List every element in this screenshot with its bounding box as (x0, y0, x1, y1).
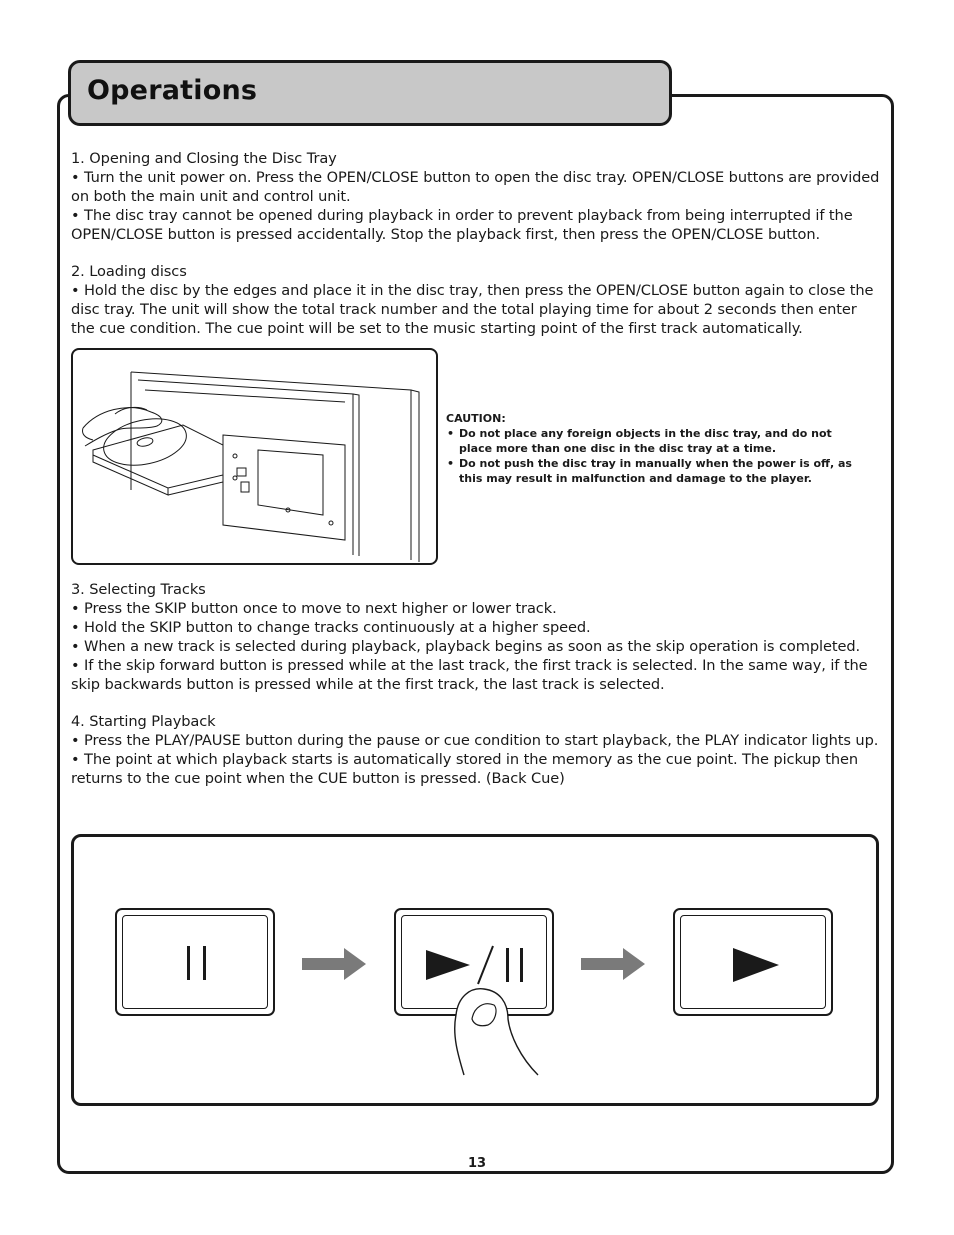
bullet-loading-1: • Hold the disc by the edges and place it in the disc tray, then press the OPEN/CLOSE button again to close the disc tray. The unit will show the total track number and the total playing time for about 2 seconds then enter the cue condition. The cue point will be set to the music starting point of the first track automatically. (71, 282, 874, 338)
sections-3-4 (71, 581, 881, 789)
page-number: 13 (467, 1156, 487, 1171)
pause-icon (117, 910, 277, 1018)
section-title-starting: 4. Starting Playback (71, 713, 216, 731)
caution-note (446, 411, 866, 486)
title-tab (68, 60, 672, 126)
page-title: Operations (87, 75, 258, 106)
caution-list (446, 426, 866, 486)
bullet-starting-2: • The point at which playback starts is automatically stored in the memory as the cue point. The pickup then returns to the cue point when the CUE button is pressed. (Back Cue) (71, 751, 859, 788)
pause-key (115, 908, 275, 1016)
cd-player-drawing (73, 350, 436, 563)
finger-icon (440, 975, 550, 1080)
bullet-selecting-2: • Hold the SKIP button to change tracks continuously at a higher speed. (71, 618, 591, 636)
section-title-opening: 1. Opening and Closing the Disc Tray (71, 150, 337, 167)
bullet-starting-1: • Press the PLAY/PAUSE button during the pause or cue condition to start playback, the PLAY indicator lights up. (71, 732, 879, 750)
bullet-selecting-4: • If the skip forward button is pressed while at the last track, the first track is selected. In the same way, if the skip backwards button is pressed while at the first track, the last track is selected. (71, 656, 868, 693)
bullet-selecting-3: • When a new track is selected during playback, playback begins as soon as the skip operation is completed. (71, 637, 861, 655)
bullet-opening-2: • The disc tray cannot be opened during playback in order to prevent playback from being interrupted if the OPEN/CLOSE button is pressed accidentally. Stop the playback first, then press the OPEN/CLOSE button. (71, 206, 853, 243)
caution-heading: CAUTION: (446, 412, 506, 425)
caution-item: • Do not place any foreign objects in the disc tray, and do not place more than one disc in the disc tray at a time. (446, 426, 866, 456)
bullet-opening-1: • Turn the unit power on. Press the OPEN/CLOSE button to open the disc tray. OPEN/CLOSE buttons are provided on both the main unit and control unit. (71, 168, 880, 205)
section-title-selecting: 3. Selecting Tracks (71, 581, 206, 598)
disc-loading-illustration (71, 348, 438, 565)
play-icon (675, 910, 835, 1018)
play-key (673, 908, 833, 1016)
arrow-right-icon (302, 946, 368, 982)
arrow-right-icon (581, 946, 647, 982)
sections-1-2 (71, 150, 881, 339)
section-title-loading: 2. Loading discs (71, 263, 187, 281)
caution-item: • Do not push the disc tray in manually when the power is off, as this may result in malfunction and damage to the player. (446, 456, 866, 486)
bullet-selecting-1: • Press the SKIP button once to move to next higher or lower track. (71, 599, 557, 617)
